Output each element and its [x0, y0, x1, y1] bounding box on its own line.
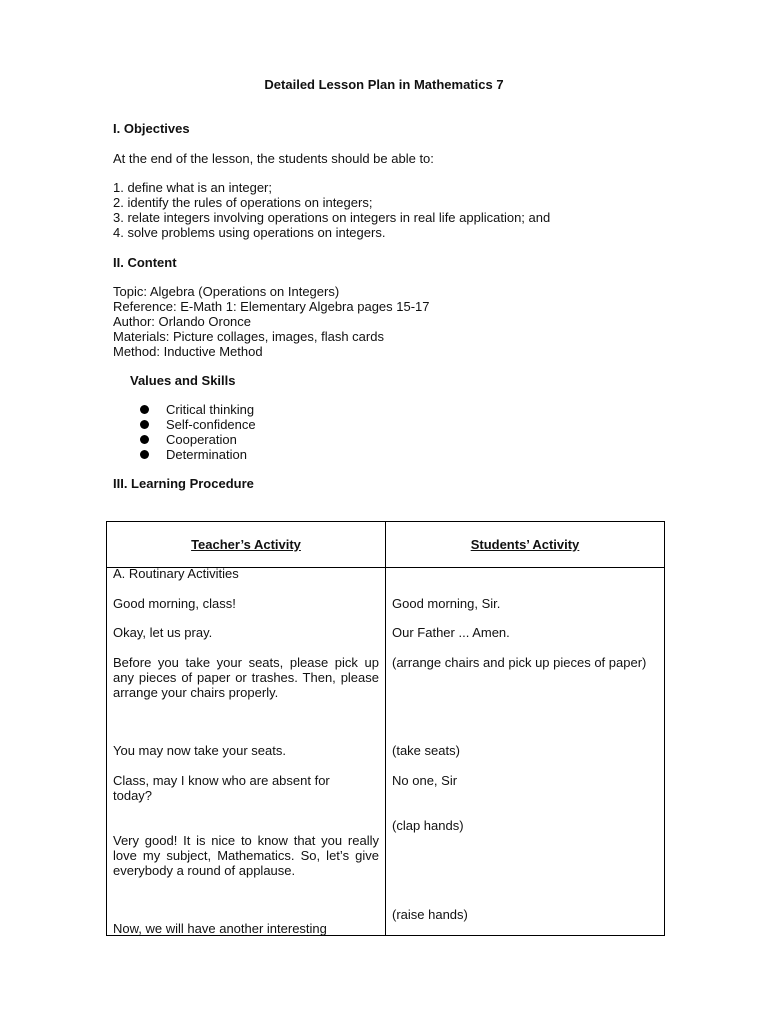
content-author: Author: Orlando Oronce: [113, 314, 252, 329]
document-title: Detailed Lesson Plan in Mathematics 7: [264, 77, 504, 92]
bullet-icon: [140, 450, 149, 459]
students-cell: No one, Sir: [392, 773, 458, 788]
teacher-cell: Before you take your seats, please pick up any pieces of paper or trashes. Then, please arrange your chairs properly.: [113, 655, 379, 700]
column-divider: [385, 522, 386, 935]
content-topic: Topic: Algebra (Operations on Integers): [113, 284, 340, 299]
students-cell: Good morning, Sir.: [392, 596, 501, 611]
students-cell: Our Father ... Amen.: [392, 625, 510, 640]
table-header-row: [107, 522, 664, 568]
teacher-cell: A. Routinary Activities: [113, 566, 239, 581]
objectives-heading: I. Objectives: [113, 121, 190, 136]
teacher-cell: You may now take your seats.: [113, 743, 286, 758]
objective-item: 1. define what is an integer;: [113, 180, 272, 195]
content-materials: Materials: Picture collages, images, flash cards: [113, 329, 384, 344]
bullet-icon: [140, 405, 149, 414]
content-heading: II. Content: [113, 255, 177, 270]
teacher-cell: Good morning, class!: [113, 596, 236, 611]
students-cell: (clap hands): [392, 818, 464, 833]
students-cell: (arrange chairs and pick up pieces of paper): [392, 655, 647, 670]
values-item: Determination: [140, 447, 256, 462]
content-reference: Reference: E-Math 1: Elementary Algebra pages 15-17: [113, 299, 430, 314]
values-item: Self-confidence: [140, 417, 256, 432]
objectives-list: [113, 180, 550, 240]
objectives-intro: At the end of the lesson, the students should be able to:: [113, 151, 434, 166]
objective-item: 3. relate integers involving operations on integers in real life application; and: [113, 210, 551, 225]
teacher-activity-header: Teacher’s Activity: [191, 537, 301, 552]
students-cell: (take seats): [392, 743, 460, 758]
procedure-table: [106, 521, 665, 936]
teacher-cell: Now, we will have another interesting: [113, 921, 327, 936]
objective-item: 4. solve problems using operations on integers.: [113, 225, 386, 240]
teacher-cell: Okay, let us pray.: [113, 625, 213, 640]
content-lines: [113, 284, 430, 359]
bullet-icon: [140, 435, 149, 444]
objective-item: 2. identify the rules of operations on integers;: [113, 195, 373, 210]
students-activity-header: Students’ Activity: [470, 537, 580, 552]
values-item: Critical thinking: [140, 402, 256, 417]
values-heading: Values and Skills: [130, 373, 236, 388]
students-cell: (raise hands): [392, 907, 468, 922]
bullet-icon: [140, 420, 149, 429]
procedure-heading: III. Learning Procedure: [113, 476, 254, 491]
values-item: Cooperation: [140, 432, 256, 447]
teacher-cell: Class, may I know who are absent for today?: [113, 773, 330, 803]
content-method: Method: Inductive Method: [113, 344, 263, 359]
values-list: [140, 402, 256, 462]
teacher-cell: Very good! It is nice to know that you really love my subject, Mathematics. So, let’s give everybody a round of applause.: [113, 833, 379, 878]
